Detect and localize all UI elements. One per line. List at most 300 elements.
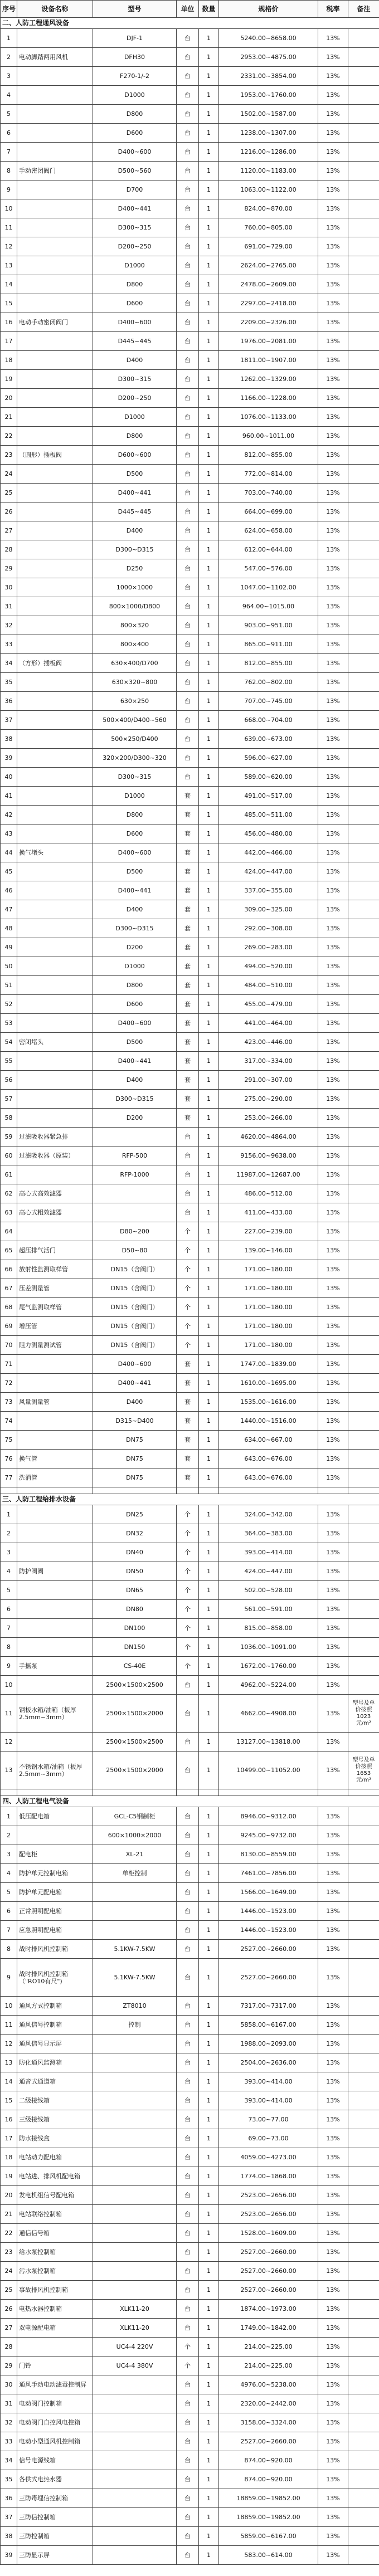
cell-qty: 1 (199, 654, 219, 673)
cell-note (348, 332, 379, 351)
cell-qty: 1 (199, 389, 219, 408)
cell-no: 31 (1, 597, 17, 616)
table-row (1, 370, 379, 389)
table-row (1, 143, 379, 162)
cell-name (17, 1619, 93, 1638)
cell-price: 171.00~180.00 (219, 1260, 318, 1279)
cell-qty: 1 (199, 787, 219, 806)
cell-name: 防护单元控制电箱 (17, 1864, 93, 1883)
cell-price: 309.00~325.00 (219, 900, 318, 919)
cell-model (93, 2053, 177, 2072)
cell-note (348, 1845, 379, 1864)
cell-tax: 13% (318, 1638, 348, 1657)
cell-tax: 13% (318, 559, 348, 578)
cell-model: DN75 (93, 1468, 177, 1487)
cell-model (93, 2508, 177, 2527)
table-row (1, 1752, 379, 1789)
cell-model: D1000 (93, 256, 177, 275)
cell-tax: 13% (318, 2432, 348, 2451)
cell-qty: 1 (199, 1600, 219, 1619)
cell-unit: 台 (177, 446, 199, 465)
table-row (1, 1336, 379, 1355)
cell-tax: 13% (318, 1014, 348, 1033)
table-row (1, 2357, 379, 2375)
cell-price: 664.00~699.00 (219, 502, 318, 521)
cell-model (93, 2281, 177, 2300)
cell-price: 171.00~180.00 (219, 1279, 318, 1298)
cell-price: 1036.00~1091.00 (219, 1638, 318, 1657)
cell-qty: 1 (199, 749, 219, 768)
cell-name: 通风信号控制箱 (17, 2016, 93, 2035)
cell-unit: 台 (177, 578, 199, 597)
cell-model: F270-1/-2 (93, 67, 177, 86)
table-row (1, 540, 379, 559)
cell-no: 29 (1, 2357, 17, 2375)
cell-price: 1774.00~1868.00 (219, 2167, 318, 2186)
cell-note (348, 2205, 379, 2224)
section-gap (1, 1487, 379, 1494)
gap-cell (93, 1487, 177, 1494)
cell-note (348, 597, 379, 616)
cell-no: 63 (1, 1203, 17, 1222)
cell-tax: 13% (318, 1695, 348, 1733)
table-row (1, 1279, 379, 1298)
cell-note (348, 143, 379, 162)
cell-price: 73.00~77.00 (219, 2110, 318, 2129)
table-row (1, 124, 379, 143)
cell-note (348, 2527, 379, 2546)
cell-qty: 1 (199, 2167, 219, 2186)
cell-tax: 13% (318, 1505, 348, 1524)
cell-note (348, 1657, 379, 1676)
table-row (1, 2110, 379, 2129)
cell-note (348, 1959, 379, 1997)
table-row (1, 957, 379, 976)
cell-tax: 13% (318, 2243, 348, 2262)
cell-model: D800 (93, 427, 177, 446)
cell-no: 54 (1, 1033, 17, 1052)
cell-model: D500 (93, 1033, 177, 1052)
cell-model: D80~200 (93, 1222, 177, 1241)
cell-price: 1610.00~1695.00 (219, 1374, 318, 1393)
cell-no: 11 (1, 218, 17, 237)
cell-unit: 台 (177, 1165, 199, 1184)
cell-qty: 1 (199, 2129, 219, 2148)
cell-tax: 13% (318, 1902, 348, 1921)
cell-price: 1672.00~1760.00 (219, 1657, 318, 1676)
cell-qty: 1 (199, 1695, 219, 1733)
cell-note (348, 67, 379, 86)
section-gap (1, 1789, 379, 1796)
cell-tax: 13% (318, 218, 348, 237)
cell-model: DN15（含阀门） (93, 1317, 177, 1336)
header-unit: 单位 (177, 1, 199, 18)
table-row (1, 1883, 379, 1902)
cell-model: D50~80 (93, 1241, 177, 1260)
cell-unit: 台 (177, 2243, 199, 2262)
section-title: 三、人防工程给排水设备 (1, 1494, 379, 1505)
cell-price: 2527.00~2660.00 (219, 1959, 318, 1997)
cell-qty: 1 (199, 1090, 219, 1109)
cell-model: 5.1KW-7.5KW (93, 1959, 177, 1997)
cell-price: 4976.00~5238.00 (219, 2375, 318, 2394)
cell-no: 50 (1, 957, 17, 976)
cell-no: 25 (1, 2281, 17, 2300)
cell-tax: 13% (318, 313, 348, 332)
cell-no: 75 (1, 1431, 17, 1450)
cell-name: 电动脚踏两用风机 (17, 48, 93, 67)
cell-name: 信号电源线箱 (17, 2451, 93, 2470)
cell-note (348, 2432, 379, 2451)
cell-model: 630×250 (93, 692, 177, 711)
cell-no: 1 (1, 1807, 17, 1826)
cell-qty: 1 (199, 806, 219, 824)
cell-model: D400~600 (93, 843, 177, 862)
cell-qty: 1 (199, 180, 219, 199)
cell-price: 292.00~308.00 (219, 919, 318, 938)
cell-name (17, 389, 93, 408)
table-row (1, 1959, 379, 1997)
cell-no: 74 (1, 1412, 17, 1431)
cell-price: 1976.00~2081.00 (219, 332, 318, 351)
cell-name: 高心式高效滤器 (17, 1184, 93, 1203)
cell-tax: 13% (318, 2053, 348, 2072)
table-row (1, 711, 379, 730)
cell-no: 11 (1, 1695, 17, 1733)
cell-unit: 台 (177, 692, 199, 711)
cell-unit: 套 (177, 938, 199, 957)
cell-unit: 套 (177, 1090, 199, 1109)
cell-note (348, 957, 379, 976)
cell-model: D400~441 (93, 199, 177, 218)
cell-name: 战时排风机控制箱 (17, 1940, 93, 1959)
cell-qty: 1 (199, 824, 219, 843)
cell-note (348, 1921, 379, 1940)
cell-unit: 套 (177, 1033, 199, 1052)
cell-note (348, 919, 379, 938)
table-row (1, 427, 379, 446)
cell-unit: 台 (177, 2016, 199, 2035)
cell-name: 钢板水箱/油箱（板厚2.5mm~3mm） (17, 1695, 93, 1733)
cell-note (348, 1733, 379, 1752)
cell-price: 1166.00~1228.00 (219, 389, 318, 408)
cell-tax: 13% (318, 1468, 348, 1487)
cell-model: D400 (93, 521, 177, 540)
cell-name (17, 995, 93, 1014)
cell-note (348, 2413, 379, 2432)
cell-no: 3 (1, 1543, 17, 1562)
cell-tax: 13% (318, 1600, 348, 1619)
cell-name: 电站进、排风机配电箱 (17, 2167, 93, 2186)
cell-note (348, 1355, 379, 1374)
cell-no: 29 (1, 559, 17, 578)
table-row (1, 1600, 379, 1619)
cell-tax: 13% (318, 711, 348, 730)
cell-name: 电热水器控制箱 (17, 2300, 93, 2319)
table-row (1, 408, 379, 427)
cell-name: 通信信号箱 (17, 2224, 93, 2243)
cell-note (348, 1864, 379, 1883)
cell-price: 317.00~334.00 (219, 1052, 318, 1071)
cell-name: 电动手动密闭阀门 (17, 313, 93, 332)
cell-note (348, 1524, 379, 1543)
cell-tax: 13% (318, 1109, 348, 1128)
cell-model: XLK11-20 (93, 2300, 177, 2319)
cell-name: 不锈钢水箱/油箱（板厚2.5mm~3mm） (17, 1752, 93, 1789)
table-row (1, 1845, 379, 1864)
cell-tax: 13% (318, 1374, 348, 1393)
cell-qty: 1 (199, 29, 219, 48)
cell-note (348, 862, 379, 881)
cell-price: 903.00~951.00 (219, 616, 318, 635)
cell-tax: 13% (318, 2148, 348, 2167)
cell-no: 4 (1, 1562, 17, 1581)
cell-unit: 套 (177, 1393, 199, 1412)
cell-qty: 1 (199, 1505, 219, 1524)
cell-no: 49 (1, 938, 17, 957)
table-row (1, 1431, 379, 1450)
table-row (1, 294, 379, 313)
header-model: 型号 (93, 1, 177, 18)
cell-unit: 个 (177, 1638, 199, 1657)
cell-qty: 1 (199, 1450, 219, 1468)
header-name: 设备名称 (17, 1, 93, 18)
cell-name (17, 1109, 93, 1128)
cell-qty: 1 (199, 843, 219, 862)
cell-qty: 1 (199, 1864, 219, 1883)
cell-note (348, 654, 379, 673)
cell-name (17, 1600, 93, 1619)
cell-qty: 1 (199, 730, 219, 749)
section-header (1, 1796, 379, 1807)
table-row (1, 1695, 379, 1733)
cell-model: D200 (93, 1109, 177, 1128)
table-row (1, 2243, 379, 2262)
cell-note (348, 2072, 379, 2091)
cell-tax: 13% (318, 1450, 348, 1468)
cell-note (348, 2091, 379, 2110)
cell-model: D400~441 (93, 1052, 177, 1071)
cell-qty: 1 (199, 2394, 219, 2413)
cell-qty: 1 (199, 2319, 219, 2338)
cell-name: 手摇泵 (17, 1657, 93, 1676)
cell-no: 71 (1, 1355, 17, 1374)
table-row (1, 1355, 379, 1374)
cell-model: 2500×1500×2500 (93, 1676, 177, 1695)
cell-unit: 台 (177, 370, 199, 389)
cell-name (17, 427, 93, 446)
cell-name (17, 237, 93, 256)
cell-name: 事故排风机控制箱 (17, 2281, 93, 2300)
cell-model (93, 2413, 177, 2432)
cell-tax: 13% (318, 124, 348, 143)
cell-model: D400~600 (93, 313, 177, 332)
cell-no: 67 (1, 1279, 17, 1298)
cell-model (93, 2243, 177, 2262)
cell-qty: 1 (199, 559, 219, 578)
cell-qty: 1 (199, 1298, 219, 1317)
cell-no: 65 (1, 1241, 17, 1260)
table-row (1, 1374, 379, 1393)
cell-model (93, 2375, 177, 2394)
cell-model: 2500×1500×2500 (93, 1733, 177, 1752)
cell-name: （方形）插板阀 (17, 654, 93, 673)
cell-no: 33 (1, 635, 17, 654)
cell-price: 423.00~446.00 (219, 1033, 318, 1052)
cell-price: 1120.00~1183.00 (219, 162, 318, 180)
cell-tax: 13% (318, 1393, 348, 1412)
cell-model: D800 (93, 976, 177, 995)
cell-unit: 台 (177, 180, 199, 199)
cell-unit: 个 (177, 1562, 199, 1581)
cell-name (17, 521, 93, 540)
table-row (1, 2053, 379, 2072)
cell-price: 491.00~517.00 (219, 787, 318, 806)
cell-note (348, 540, 379, 559)
table-row (1, 938, 379, 957)
cell-unit: 台 (177, 2053, 199, 2072)
cell-price: 484.00~510.00 (219, 976, 318, 995)
cell-qty: 1 (199, 143, 219, 162)
cell-unit: 套 (177, 806, 199, 824)
cell-price: 668.00~704.00 (219, 711, 318, 730)
cell-note (348, 1807, 379, 1826)
cell-price: 253.00~266.00 (219, 1109, 318, 1128)
cell-qty: 1 (199, 124, 219, 143)
cell-note (348, 1600, 379, 1619)
table-row (1, 806, 379, 824)
cell-model: 单柜控制 (93, 1864, 177, 1883)
cell-no: 18 (1, 351, 17, 370)
cell-tax: 13% (318, 768, 348, 787)
cell-price: 964.00~1015.00 (219, 597, 318, 616)
cell-qty: 1 (199, 1184, 219, 1203)
cell-unit: 台 (177, 351, 199, 370)
cell-price: 1238.00~1307.00 (219, 124, 318, 143)
cell-name (17, 559, 93, 578)
cell-note (348, 2470, 379, 2489)
cell-name: （圆形）插板阀 (17, 446, 93, 465)
cell-unit: 台 (177, 1807, 199, 1826)
cell-no: 12 (1, 2035, 17, 2053)
cell-note (348, 1543, 379, 1562)
cell-name (17, 919, 93, 938)
cell-price: 424.00~447.00 (219, 862, 318, 881)
cell-no: 3 (1, 1845, 17, 1864)
cell-model: DN15（含阀门） (93, 1336, 177, 1355)
cell-tax: 13% (318, 1184, 348, 1203)
table-row (1, 48, 379, 67)
cell-price: 13127.00~13818.00 (219, 1733, 318, 1752)
cell-price: 456.00~480.00 (219, 824, 318, 843)
cell-name (17, 1826, 93, 1845)
cell-price: 2523.00~2656.00 (219, 2205, 318, 2224)
cell-model (93, 1883, 177, 1902)
cell-tax: 13% (318, 408, 348, 427)
cell-qty: 1 (199, 1638, 219, 1657)
gap-cell (177, 1789, 199, 1796)
cell-note (348, 370, 379, 389)
cell-model (93, 2224, 177, 2243)
cell-no: 18 (1, 2148, 17, 2167)
cell-tax: 13% (318, 787, 348, 806)
cell-model: D1000 (93, 86, 177, 105)
cell-unit: 台 (177, 332, 199, 351)
cell-price: 643.00~676.00 (219, 1468, 318, 1487)
cell-tax: 13% (318, 29, 348, 48)
cell-name (17, 787, 93, 806)
cell-name (17, 1524, 93, 1543)
cell-price: 502.00~528.00 (219, 1581, 318, 1600)
table-row (1, 597, 379, 616)
cell-price: 1528.00~1609.00 (219, 2224, 318, 2243)
cell-tax: 13% (318, 2319, 348, 2338)
cell-qty: 1 (199, 616, 219, 635)
table-row (1, 1562, 379, 1581)
cell-price: 1535.00~1616.00 (219, 1393, 318, 1412)
cell-no: 27 (1, 2319, 17, 2338)
cell-name (17, 1355, 93, 1374)
cell-qty: 1 (199, 1374, 219, 1393)
cell-tax: 13% (318, 2357, 348, 2375)
cell-unit: 台 (177, 502, 199, 521)
cell-price: 1747.00~1839.00 (219, 1355, 318, 1374)
table-row (1, 1203, 379, 1222)
cell-tax: 13% (318, 692, 348, 711)
cell-qty: 1 (199, 1222, 219, 1241)
cell-name (17, 67, 93, 86)
cell-unit: 台 (177, 427, 199, 446)
cell-tax: 13% (318, 2281, 348, 2300)
table-row (1, 275, 379, 294)
cell-no: 57 (1, 1090, 17, 1109)
cell-note (348, 313, 379, 332)
cell-no: 51 (1, 976, 17, 995)
cell-qty: 1 (199, 2338, 219, 2357)
cell-note (348, 2016, 379, 2035)
cell-no: 16 (1, 313, 17, 332)
cell-unit: 台 (177, 2451, 199, 2470)
cell-note (348, 768, 379, 787)
cell-price: 707.00~745.00 (219, 692, 318, 711)
cell-unit: 台 (177, 1752, 199, 1789)
cell-name (17, 1412, 93, 1431)
cell-no: 13 (1, 2053, 17, 2072)
table-row (1, 787, 379, 806)
cell-model: DN65 (93, 1581, 177, 1600)
cell-unit: 台 (177, 540, 199, 559)
cell-tax: 13% (318, 1033, 348, 1052)
cell-model: DN80 (93, 1600, 177, 1619)
cell-no: 28 (1, 2338, 17, 2357)
cell-no: 60 (1, 1146, 17, 1165)
cell-note (348, 900, 379, 919)
cell-price: 8130.00~8559.00 (219, 1845, 318, 1864)
cell-price: 18859.00~19852.00 (219, 2508, 318, 2527)
cell-tax: 13% (318, 862, 348, 881)
cell-qty: 1 (199, 2470, 219, 2489)
cell-tax: 13% (318, 256, 348, 275)
cell-model (93, 2091, 177, 2110)
cell-model: D500 (93, 862, 177, 881)
cell-no: 38 (1, 730, 17, 749)
cell-no: 34 (1, 654, 17, 673)
cell-no: 53 (1, 1014, 17, 1033)
cell-model: 800×1000/D800 (93, 597, 177, 616)
gap-cell (1, 1487, 17, 1494)
cell-note (348, 1638, 379, 1657)
cell-model: D600~600 (93, 446, 177, 465)
